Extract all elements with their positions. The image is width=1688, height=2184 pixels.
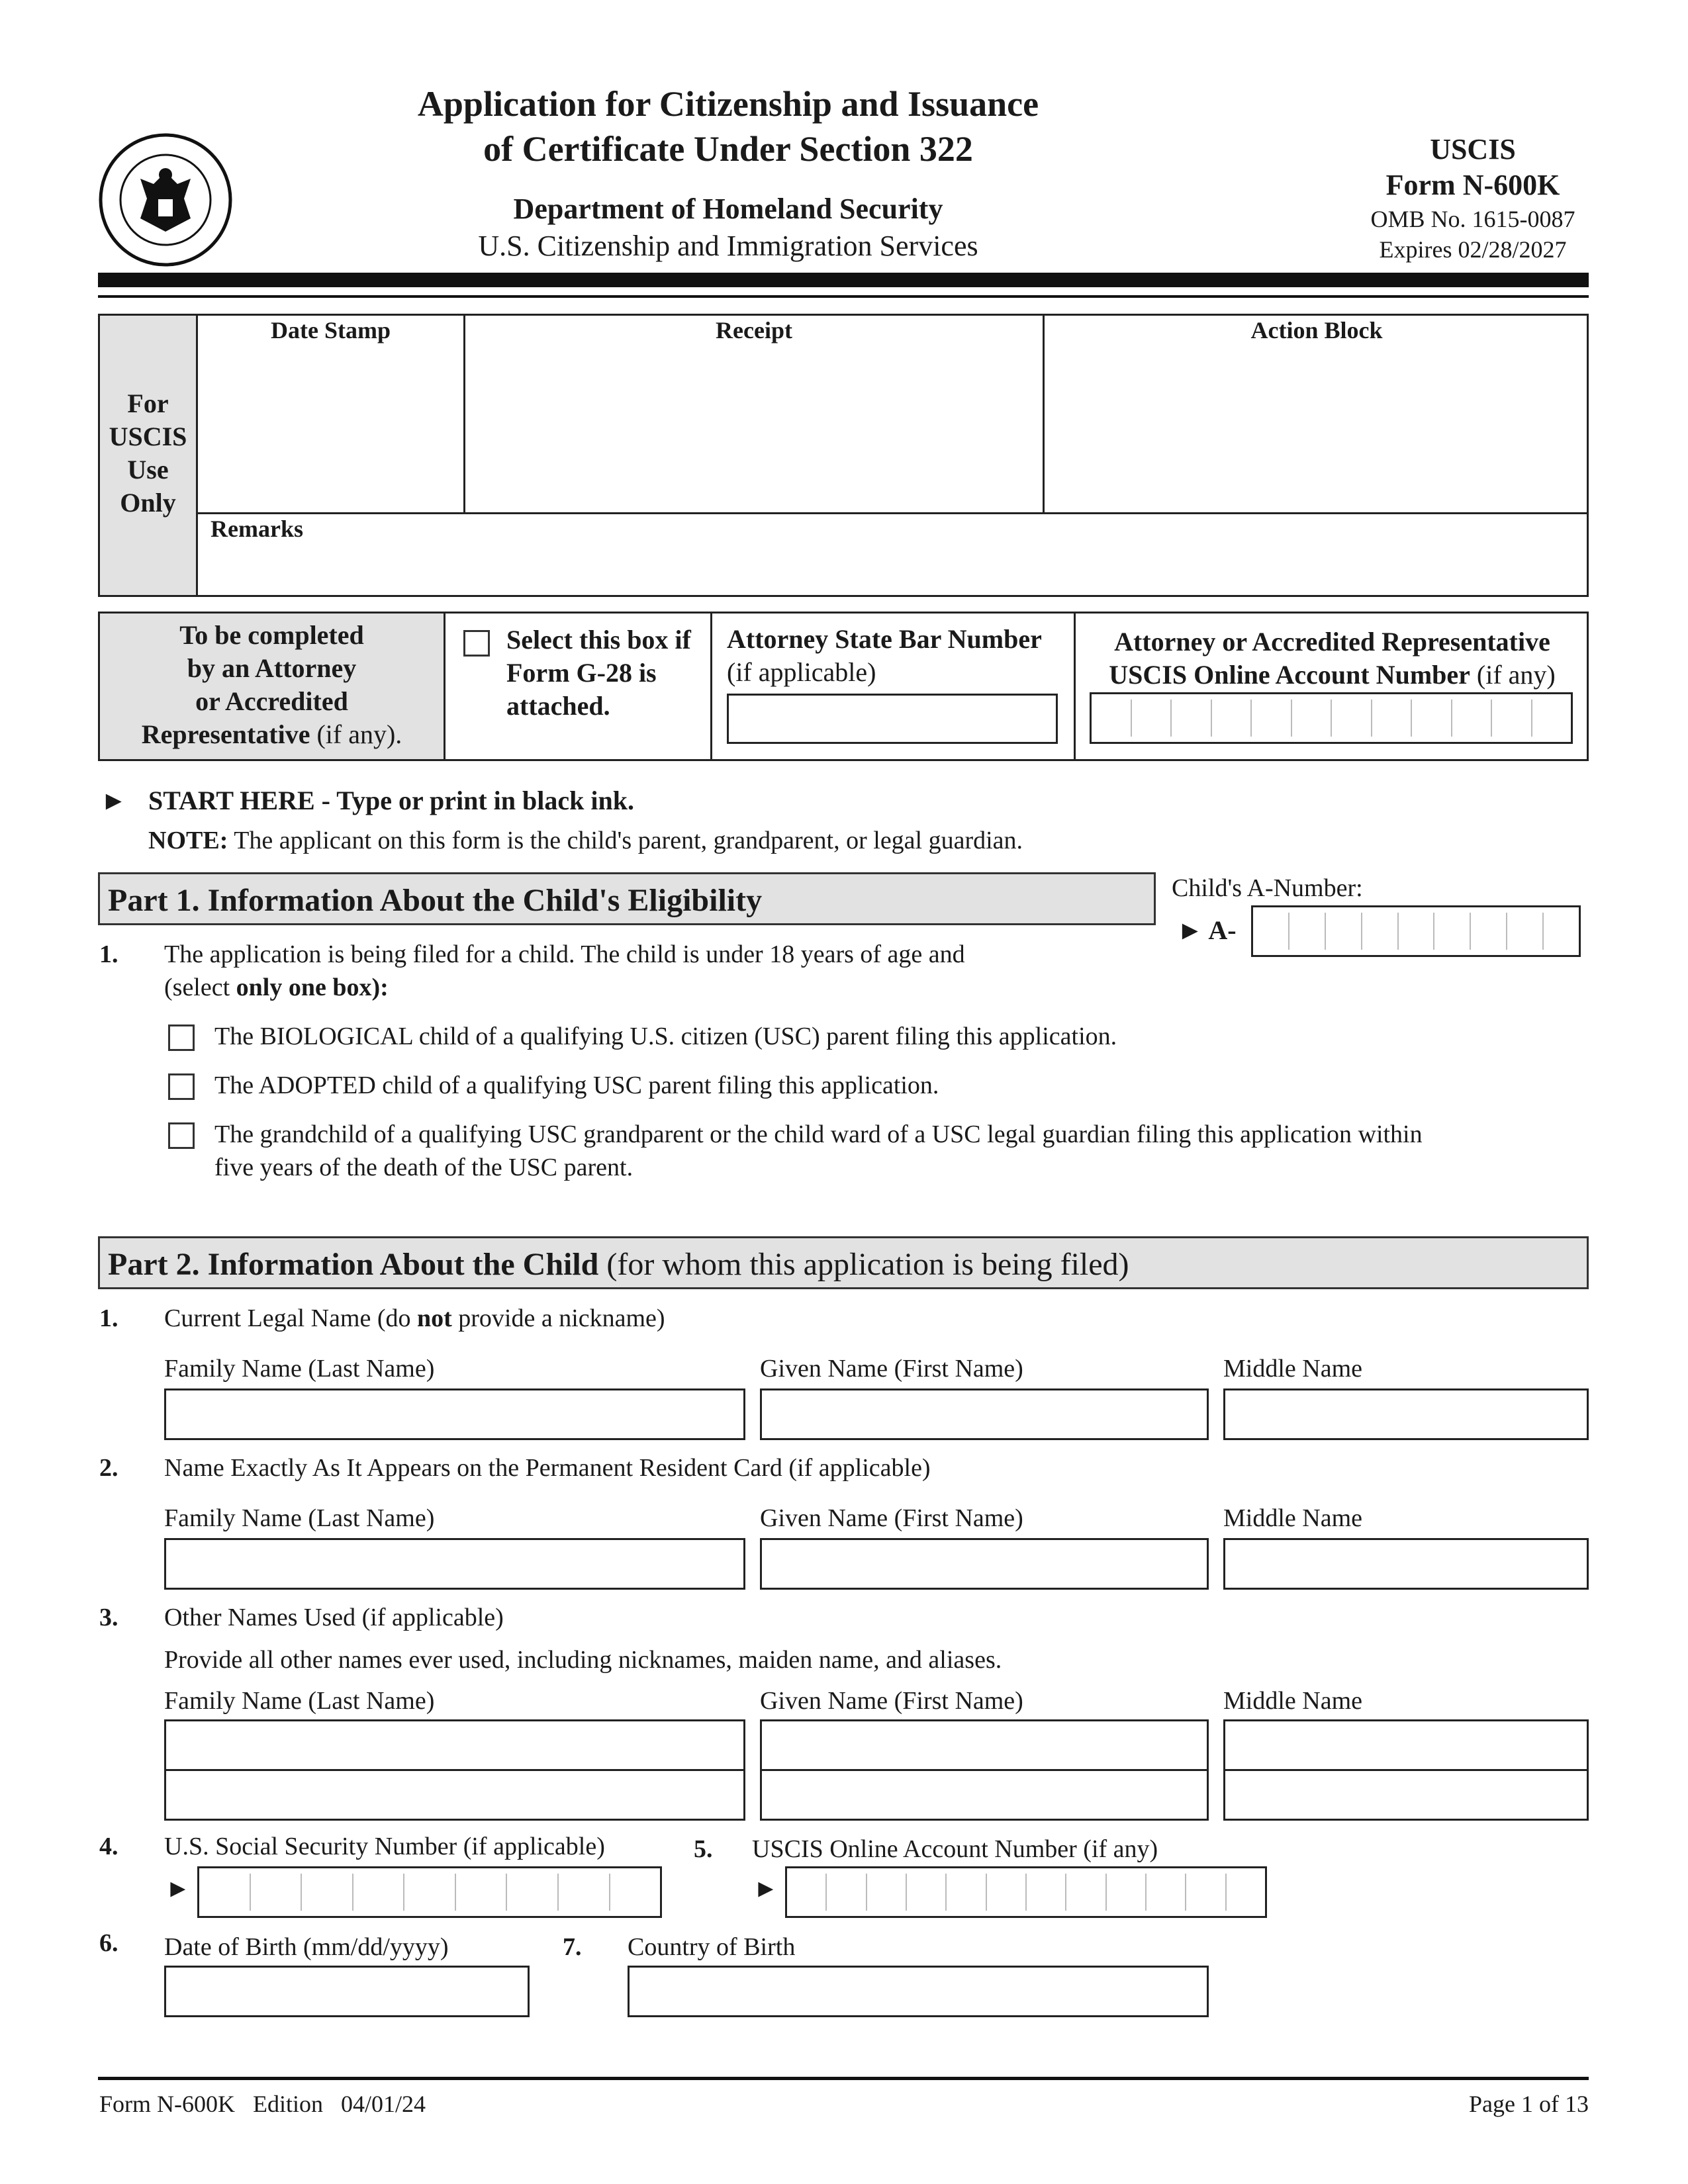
omb-number: OMB No. 1615-0087	[1370, 206, 1575, 232]
q2-middle-name-input[interactable]	[1223, 1538, 1589, 1590]
q1-family-name-input[interactable]	[164, 1388, 745, 1440]
q1-middle-name-label: Middle Name	[1223, 1355, 1363, 1383]
p2-q6-label: Date of Birth (mm/dd/yyyy)	[164, 1933, 449, 1961]
child-a-number-input[interactable]	[1251, 905, 1581, 957]
q1-middle-name-input[interactable]	[1223, 1388, 1589, 1440]
q3-middle-name-input-1[interactable]	[1223, 1719, 1589, 1771]
p1-q1-line2-post: box):	[326, 974, 389, 1001]
p1-q1-number: 1.	[99, 940, 118, 968]
p2-q5-label: USCIS Online Account Number (if any)	[752, 1835, 1158, 1863]
online-account-label-line2: USCIS Online Account Number	[1109, 660, 1470, 690]
divider	[710, 612, 712, 761]
p2-q5-number: 5.	[694, 1835, 713, 1863]
agency-name: U.S. Citizenship and Immigration Services	[478, 230, 978, 262]
bar-number-label: Attorney State Bar Number	[727, 624, 1042, 654]
q2-family-name-label: Family Name (Last Name)	[164, 1504, 435, 1532]
uscis-label-line2: USCIS	[109, 422, 187, 451]
q1-given-name-input[interactable]	[760, 1388, 1209, 1440]
country-of-birth-input[interactable]	[628, 1966, 1209, 2017]
q3-family-name-input-2[interactable]	[164, 1769, 745, 1821]
date-of-birth-input[interactable]	[164, 1966, 530, 2017]
form-title-line2: of Certificate Under Section 322	[483, 129, 973, 169]
expiration-date: Expires 02/28/2027	[1379, 236, 1567, 263]
p2-q1-bold: not	[416, 1304, 452, 1332]
q3-given-name-input-1[interactable]	[760, 1719, 1209, 1771]
q3-family-name-label: Family Name (Last Name)	[164, 1687, 435, 1715]
adopted-child-checkbox[interactable]	[168, 1073, 195, 1100]
online-account-label-line1: Attorney or Accredited Representative	[1114, 627, 1550, 657]
p2-q2-number: 2.	[99, 1454, 118, 1482]
footer-page-number: Page 1 of 13	[1469, 2091, 1589, 2117]
attorney-label-cell	[100, 614, 445, 759]
part1-title: Part 1. Information About the Child's Eligibility	[108, 883, 763, 918]
g28-line3: attached.	[506, 691, 610, 721]
action-block-label: Action Block	[1250, 317, 1383, 343]
p2-q7-number: 7.	[563, 1933, 582, 1961]
note-label: NOTE:	[148, 827, 228, 854]
form-title-line1: Application for Citizenship and Issuance	[417, 84, 1039, 124]
a-number-label: Child's A-Number:	[1172, 874, 1363, 902]
p1-q1-line1: The application is being filed for a child. The child is under 18 years of age and	[164, 940, 965, 968]
ssn-input[interactable]	[197, 1866, 662, 1918]
part2-header	[98, 1236, 1589, 1289]
attorney-label-line4: Representative	[141, 719, 310, 749]
footer-form-edition: Form N-600K Edition 04/01/24	[99, 2091, 426, 2117]
p2-q2-label: Name Exactly As It Appears on the Permanent Resident Card (if applicable)	[164, 1454, 931, 1482]
attorney-label-line3: or Accredited	[195, 686, 348, 716]
q3-family-name-input-1[interactable]	[164, 1719, 745, 1771]
note-text: The applicant on this form is the child's parent, grandparent, or legal guardian.	[234, 827, 1023, 854]
divider	[198, 512, 1589, 514]
receipt-label: Receipt	[716, 317, 792, 343]
q3-middle-name-label: Middle Name	[1223, 1687, 1363, 1715]
bar-number-sub: (if applicable)	[727, 657, 876, 687]
bar-number-input[interactable]	[727, 694, 1058, 744]
uscis-label-line3: Use	[127, 455, 169, 484]
ssn-arrow-icon: ►	[165, 1875, 191, 1903]
header-rule-thick	[98, 273, 1589, 287]
remarks-label: Remarks	[211, 516, 303, 542]
p2-q4-label: U.S. Social Security Number (if applicable)	[164, 1833, 605, 1860]
dhs-seal	[98, 132, 233, 267]
g28-checkbox[interactable]	[463, 630, 490, 657]
a-number-prefix: ► A-	[1177, 915, 1237, 945]
q2-middle-name-label: Middle Name	[1223, 1504, 1363, 1532]
uscis-label-line1: For	[127, 388, 169, 418]
q2-given-name-input[interactable]	[760, 1538, 1209, 1590]
p2-q1-number: 1.	[99, 1304, 118, 1332]
uscis-online-account-input[interactable]	[785, 1866, 1267, 1918]
g28-line2: Form G-28 is	[506, 658, 657, 688]
online-account-label-line2-rest: (if any)	[1470, 660, 1556, 690]
form-number: Form N-600K	[1385, 169, 1560, 201]
start-arrow-icon: ►	[101, 786, 127, 815]
q1-given-name-label: Given Name (First Name)	[760, 1355, 1023, 1383]
grandchild-checkbox[interactable]	[168, 1122, 195, 1149]
q3-given-name-input-2[interactable]	[760, 1769, 1209, 1821]
start-here-text: START HERE - Type or print in black ink.	[148, 786, 634, 815]
biological-child-label: The BIOLOGICAL child of a qualifying U.S. citizen (USC) parent filing this application.	[214, 1023, 1117, 1050]
q3-given-name-label: Given Name (First Name)	[760, 1687, 1023, 1715]
biological-child-checkbox[interactable]	[168, 1024, 195, 1051]
part1-header	[98, 872, 1156, 925]
p2-q1-pre: Current Legal Name (do	[164, 1304, 417, 1332]
p2-q3-sub: Provide all other names ever used, including nicknames, maiden name, and aliases.	[164, 1646, 1002, 1674]
agency-short: USCIS	[1430, 133, 1516, 165]
uscis-use-block	[98, 314, 1589, 597]
grandchild-label-line1: The grandchild of a qualifying USC grandparent or the child ward of a USC legal guardian filing this application within	[214, 1120, 1423, 1148]
p2-q7-label: Country of Birth	[628, 1933, 796, 1961]
p2-q1-post: provide a nickname)	[451, 1304, 665, 1332]
q1-family-name-label: Family Name (Last Name)	[164, 1355, 435, 1383]
q3-middle-name-input-2[interactable]	[1223, 1769, 1589, 1821]
grandchild-label-line2: five years of the death of the USC parent.	[214, 1154, 633, 1181]
date-stamp-label: Date Stamp	[271, 317, 391, 343]
department-name: Department of Homeland Security	[513, 193, 943, 225]
uscis-use-label	[100, 316, 198, 595]
part2-title-rest: (for whom this application is being filed)	[598, 1247, 1129, 1282]
part2-title: Part 2. Information About the Child	[108, 1247, 599, 1282]
p2-q4-number: 4.	[99, 1833, 118, 1860]
attorney-label-line1: To be completed	[179, 620, 364, 650]
adopted-child-label: The ADOPTED child of a qualifying USC parent filing this application.	[214, 1071, 939, 1099]
p2-q3-label: Other Names Used (if applicable)	[164, 1604, 504, 1631]
q2-family-name-input[interactable]	[164, 1538, 745, 1590]
footer-rule	[98, 2077, 1589, 2080]
q2-given-name-label: Given Name (First Name)	[760, 1504, 1023, 1532]
p2-q6-number: 6.	[99, 1929, 118, 1957]
g28-line1: Select this box if	[506, 625, 691, 655]
header-rule-thin	[98, 295, 1589, 298]
attorney-label-line2: by an Attorney	[187, 653, 357, 683]
online-account-arrow-icon: ►	[753, 1875, 778, 1903]
attorney-label-line4-rest: (if any).	[310, 719, 402, 749]
p1-q1-line2-pre: (select	[164, 974, 236, 1001]
attorney-online-account-input[interactable]	[1090, 692, 1573, 744]
p1-q1-line2-bold: only one	[236, 974, 326, 1001]
uscis-label-line4: Only	[120, 488, 176, 518]
p2-q3-number: 3.	[99, 1604, 118, 1631]
